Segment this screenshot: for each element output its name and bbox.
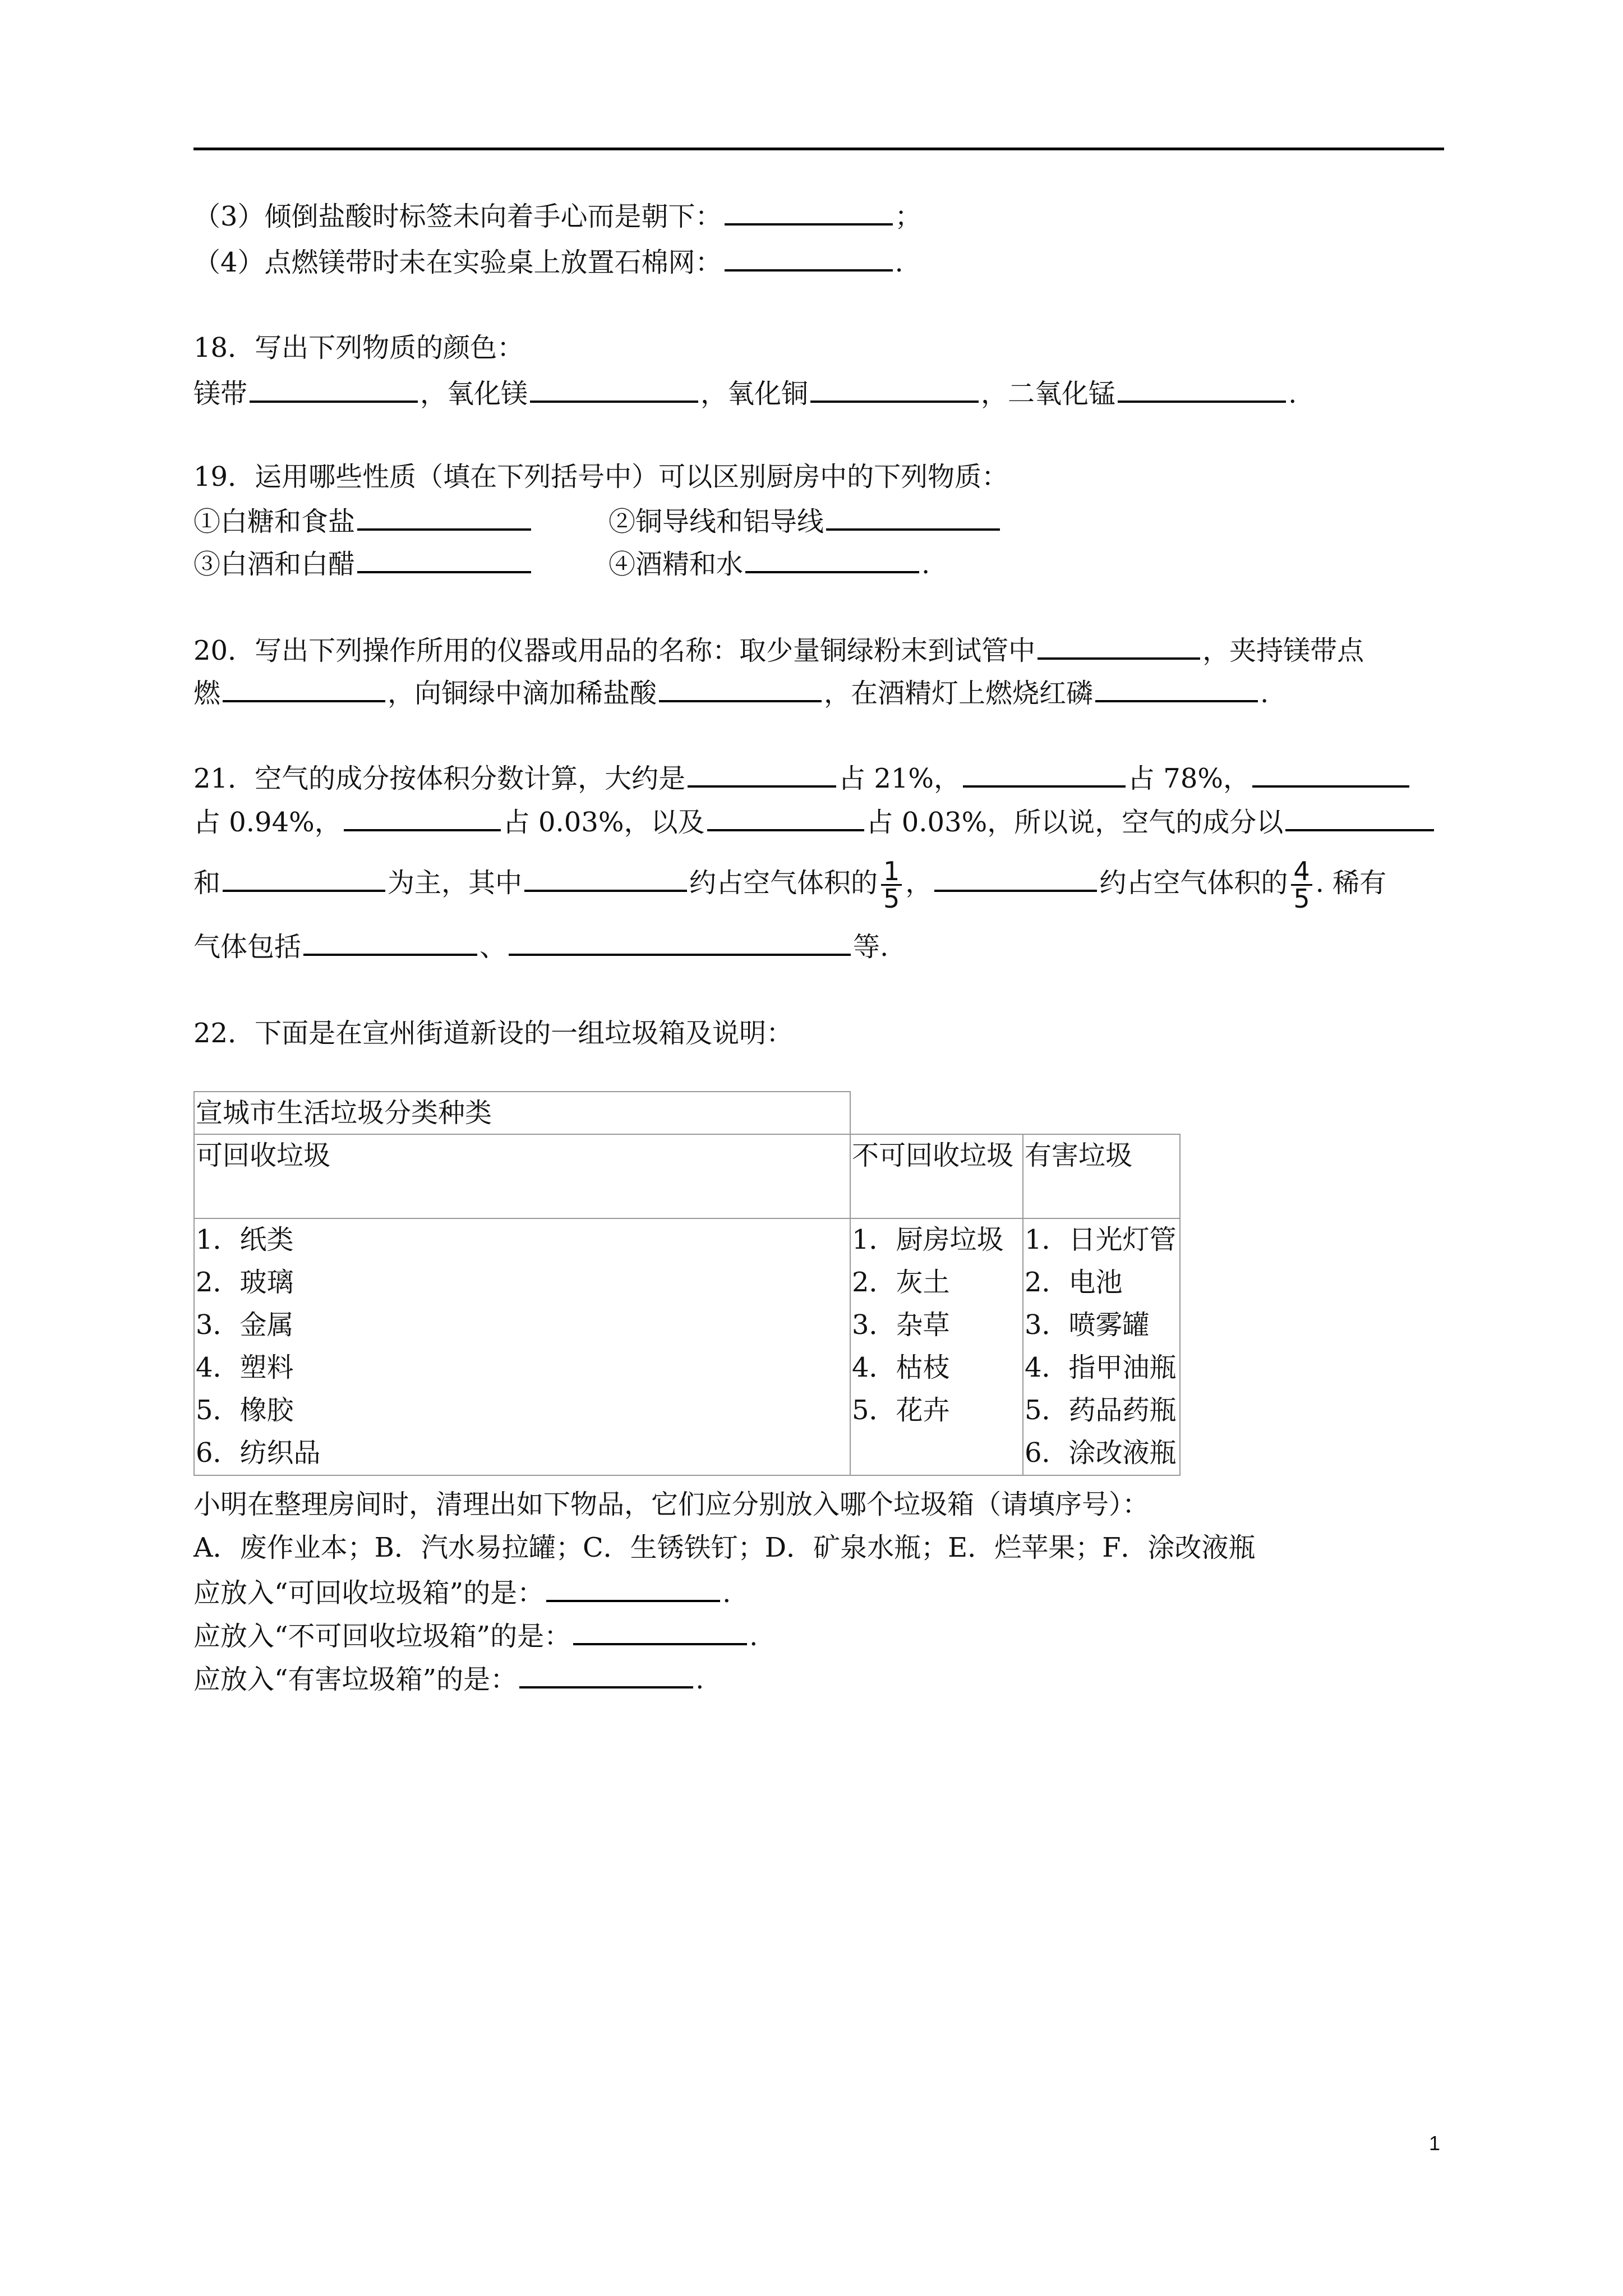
answer-blank[interactable] bbox=[707, 802, 864, 831]
q21-text8: 为主，其中 bbox=[388, 867, 523, 899]
punct: . bbox=[895, 247, 903, 278]
q20-line1 bbox=[193, 631, 1364, 669]
q17-item3-text: （3）倾倒盐酸时标签未向着手心而是朝下： bbox=[193, 201, 722, 232]
answer-blank[interactable] bbox=[303, 927, 477, 956]
header-non-recyclable bbox=[850, 1134, 1023, 1218]
answer-blank[interactable] bbox=[524, 863, 687, 892]
q22-options: A．废作业本；B．汽水易拉罐；C．生锈铁钉；D．矿泉水瓶；E．烂苹果；F．涂改液瓶 bbox=[193, 1532, 1256, 1563]
list-item: 1．纸类 bbox=[196, 1224, 294, 1255]
answer-blank[interactable] bbox=[519, 1659, 693, 1688]
q20-text4: ，向铜绿中滴加稀盐酸 bbox=[388, 678, 657, 709]
q21-line4 bbox=[193, 927, 888, 965]
list-item: 4．指甲油瓶 bbox=[1025, 1352, 1177, 1383]
q18-label-b: ，氧化镁 bbox=[420, 378, 528, 409]
punct: . bbox=[1260, 678, 1269, 709]
q21-line2 bbox=[193, 802, 1436, 840]
list-item: 2．电池 bbox=[1025, 1267, 1123, 1298]
punct: . bbox=[695, 1664, 704, 1695]
q20-text1: 20．写出下列操作所用的仪器或用品的名称：取少量铜绿粉末到试管中 bbox=[193, 635, 1036, 666]
punct: . bbox=[722, 1577, 731, 1609]
q21-text10: ， bbox=[905, 867, 933, 899]
q21-text7: 和 bbox=[193, 867, 221, 899]
list-item: 5．花卉 bbox=[852, 1395, 950, 1426]
list-item: 5．药品药瓶 bbox=[1025, 1395, 1177, 1426]
answer-blank[interactable] bbox=[250, 374, 418, 403]
answer-blank[interactable] bbox=[357, 544, 531, 573]
answer-blank[interactable] bbox=[344, 802, 501, 831]
garbage-classification-table bbox=[193, 1091, 1181, 1476]
answer-blank[interactable] bbox=[810, 374, 979, 403]
empty-cell bbox=[1023, 1092, 1180, 1134]
list-item: 1．厨房垃圾 bbox=[852, 1224, 1004, 1255]
q19-item3: ③白酒和白醋 bbox=[193, 549, 356, 580]
q22-answer2-label: 应放入“不可回收垃圾箱”的是： bbox=[193, 1621, 571, 1652]
q21-text12: . 稀有 bbox=[1315, 867, 1387, 899]
list-item: 6．纺织品 bbox=[196, 1437, 321, 1469]
fraction-four-fifths bbox=[1291, 858, 1312, 912]
q19-item1: ①白糖和食盐 bbox=[193, 506, 356, 537]
list-item: 2．玻璃 bbox=[196, 1267, 294, 1298]
list-item: 3．喷雾罐 bbox=[1025, 1309, 1150, 1341]
q20-text5: ，在酒精灯上燃烧红磷 bbox=[824, 678, 1094, 709]
answer-blank[interactable] bbox=[659, 673, 822, 702]
q21-text14: 、 bbox=[479, 931, 507, 963]
q17-item4 bbox=[193, 242, 903, 280]
q17-item4-text: （4）点燃镁带时未在实验桌上放置石棉网： bbox=[193, 247, 722, 278]
list-item: 5．橡胶 bbox=[196, 1395, 294, 1426]
q19-item2: ②铜导线和铝导线 bbox=[608, 506, 824, 537]
table-title: 宣城市生活垃圾分类种类 bbox=[194, 1092, 850, 1134]
q18-label-a: 镁带 bbox=[193, 378, 248, 409]
frac-numerator: 1 bbox=[881, 858, 902, 886]
answer-blank[interactable] bbox=[1118, 374, 1286, 403]
header-hazardous: 有害垃圾 bbox=[1023, 1134, 1180, 1218]
answer-blank[interactable] bbox=[573, 1616, 747, 1645]
recyclable-list bbox=[194, 1218, 850, 1475]
answer-blank[interactable] bbox=[688, 758, 836, 788]
q20-text3: 燃 bbox=[193, 678, 221, 709]
answer-blank[interactable] bbox=[1252, 758, 1409, 788]
q18-label-c: ，氧化铜 bbox=[700, 378, 809, 409]
punct: . bbox=[1288, 378, 1297, 409]
answer-blank[interactable] bbox=[934, 863, 1097, 892]
q21-text9: 约占空气体积的 bbox=[689, 867, 878, 899]
q21-text3: 占 78%， bbox=[1128, 763, 1250, 794]
answer-blank[interactable] bbox=[530, 374, 698, 403]
header-non-recyclable-text: 不可回收垃圾 bbox=[852, 1140, 1014, 1171]
answer-blank[interactable] bbox=[223, 863, 385, 892]
header-rule bbox=[193, 148, 1444, 150]
q22-answer3 bbox=[193, 1659, 704, 1697]
q21-text15: 等. bbox=[853, 931, 889, 963]
q21-text5: 占 0.03%，以及 bbox=[502, 807, 705, 838]
hazardous-list bbox=[1023, 1218, 1180, 1475]
q22-answer1 bbox=[193, 1573, 731, 1611]
punct: . bbox=[749, 1621, 758, 1652]
q22-stem: 22．下面是在宣州街道新设的一组垃圾箱及说明： bbox=[193, 1018, 794, 1049]
q17-item3 bbox=[193, 196, 922, 234]
punct: . bbox=[921, 549, 930, 580]
answer-blank[interactable] bbox=[357, 501, 531, 531]
q21-text6: 占 0.03%，所以说，空气的成分以 bbox=[866, 807, 1284, 838]
q21-line1 bbox=[193, 758, 1412, 797]
list-item: 4．塑料 bbox=[196, 1352, 294, 1383]
q19-row2 bbox=[193, 544, 930, 582]
list-item: 4．枯枝 bbox=[852, 1352, 950, 1383]
frac-denominator: 5 bbox=[883, 884, 900, 914]
q20-text2: ，夹持镁带点 bbox=[1202, 635, 1364, 666]
q21-text2: 占 21%， bbox=[838, 763, 961, 794]
frac-numerator: 4 bbox=[1291, 858, 1312, 886]
q20-line2 bbox=[193, 673, 1269, 711]
q21-text11: 约占空气体积的 bbox=[1099, 867, 1288, 899]
empty-cell bbox=[850, 1092, 1023, 1134]
answer-blank[interactable] bbox=[826, 501, 1000, 531]
q21-text4: 占 0.94%， bbox=[193, 807, 342, 838]
q19-stem: 19．运用哪些性质（填在下列括号中）可以区别厨房中的下列物质： bbox=[193, 461, 1009, 493]
q22-answer2 bbox=[193, 1616, 758, 1654]
answer-blank[interactable] bbox=[1095, 673, 1258, 702]
answer-blank[interactable] bbox=[1038, 631, 1200, 660]
list-item: 2．灰土 bbox=[852, 1267, 950, 1298]
q19-item4: ④酒精和水 bbox=[608, 549, 744, 580]
answer-blank[interactable] bbox=[1285, 802, 1434, 831]
header-recyclable: 可回收垃圾 bbox=[194, 1134, 850, 1218]
page-number: 1 bbox=[1429, 2132, 1441, 2155]
list-item: 1．日光灯管 bbox=[1025, 1224, 1177, 1255]
q21-line3 bbox=[193, 858, 1386, 912]
list-item: 3．金属 bbox=[196, 1309, 294, 1341]
answer-blank[interactable] bbox=[546, 1573, 720, 1602]
answer-blank[interactable] bbox=[223, 673, 385, 702]
q18-label-d: ，二氧化锰 bbox=[981, 378, 1116, 409]
q21-text13: 气体包括 bbox=[193, 931, 302, 963]
punct: ； bbox=[895, 201, 922, 232]
q18-answers bbox=[193, 374, 1297, 412]
q18-stem: 18．写出下列物质的颜色： bbox=[193, 332, 524, 364]
q22-prompt: 小明在整理房间时，清理出如下物品，它们应分别放入哪个垃圾箱（请填序号）： bbox=[193, 1489, 1150, 1520]
non-recyclable-list bbox=[850, 1218, 1023, 1475]
answer-blank[interactable] bbox=[725, 196, 893, 226]
fraction-one-fifth bbox=[881, 858, 902, 912]
q22-answer1-label: 应放入“可回收垃圾箱”的是： bbox=[193, 1577, 545, 1609]
q21-text1: 21．空气的成分按体积分数计算，大约是 bbox=[193, 763, 686, 794]
frac-denominator: 5 bbox=[1293, 884, 1310, 914]
answer-blank[interactable] bbox=[745, 544, 919, 573]
list-item: 6．涂改液瓶 bbox=[1025, 1437, 1177, 1469]
answer-blank[interactable] bbox=[963, 758, 1126, 788]
q22-answer3-label: 应放入“有害垃圾箱”的是： bbox=[193, 1664, 518, 1695]
answer-blank[interactable] bbox=[509, 927, 851, 956]
list-item: 3．杂草 bbox=[852, 1309, 950, 1341]
answer-blank[interactable] bbox=[725, 242, 893, 272]
q19-row1 bbox=[193, 501, 1002, 540]
